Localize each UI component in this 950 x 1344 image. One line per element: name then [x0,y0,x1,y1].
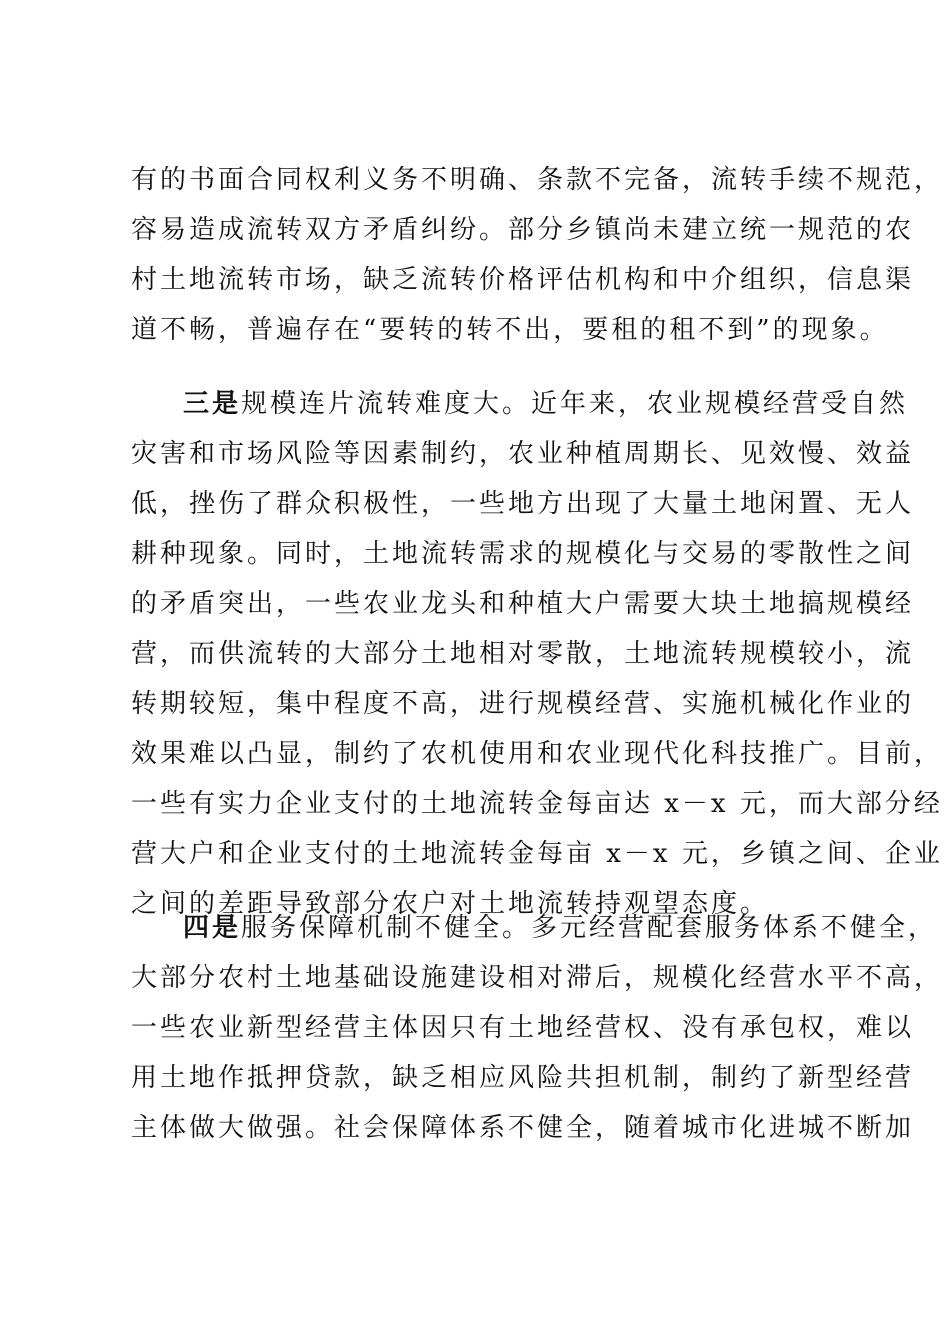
text-line: 营大户和企业支付的土地流转金每亩 x－x 元，乡镇之间、企业 [131,839,943,869]
paragraph-contract-issues [131,155,944,355]
text-line: 灾害和市场风险等因素制约，农业种植周期长、见效慢、效益 [131,439,915,469]
paragraph-first-line-text: 服务保障机制不健全。多元经营配套服务体系不健全， [241,913,938,943]
text-line: 用土地作抵押贷款，缺乏相应风险共担机制，制约了新型经营 [131,1063,915,1093]
text-line: 村土地流转市场，缺乏流转价格评估机构和中介组织，信息渠 [131,265,915,295]
text-line: 低，挫伤了群众积极性，一些地方出现了大量土地闲置、无人 [131,489,915,519]
text-line: 效果难以凸显，制约了农机使用和农业现代化科技推广。目前， [131,739,944,769]
paragraph-first-line-text: 规模连片流转难度大。近年来，农业规模经营受自然 [241,389,909,419]
paragraph-lead-label: 四是 [183,913,242,943]
paragraph-lead-label: 三是 [183,389,242,419]
paragraph-first-line [131,903,938,953]
text-line: 一些农业新型经营主体因只有土地经营权、没有承包权，难以 [131,1013,915,1043]
text-line: 的矛盾突出，一些农业龙头和种植大户需要大块土地搞规模经 [131,589,915,619]
text-line: 耕种现象。同时，土地流转需求的规模化与交易的零散性之间 [131,539,915,569]
text-line: 一些有实力企业支付的土地流转金每亩达 x－x 元，而大部分经 [131,789,943,819]
paragraph-first-line [131,379,909,429]
text-line: 之间的差距导致部分农户对土地流转持观望态度。 [131,889,770,919]
text-line: 主体做大做强。社会保障体系不健全，随着城市化进城不断加 [131,1113,915,1143]
text-line: 道不畅，普遍存在“要转的转不出，要租的租不到”的现象。 [131,315,889,345]
text-line: 转期较短，集中程度不高，进行规模经营、实施机械化作业的 [131,689,915,719]
text-line: 大部分农村土地基础设施建设相对滞后，规模化经营水平不高， [131,963,944,993]
text-line: 有的书面合同权利义务不明确、条款不完备，流转手续不规范， [131,165,944,195]
text-line: 容易造成流转双方矛盾纠纷。部分乡镇尚未建立统一规范的农 [131,215,915,245]
text-line: 营，而供流转的大部分土地相对零散，土地流转规模较小，流 [131,639,915,669]
paragraph-service-guarantee [131,903,944,1153]
